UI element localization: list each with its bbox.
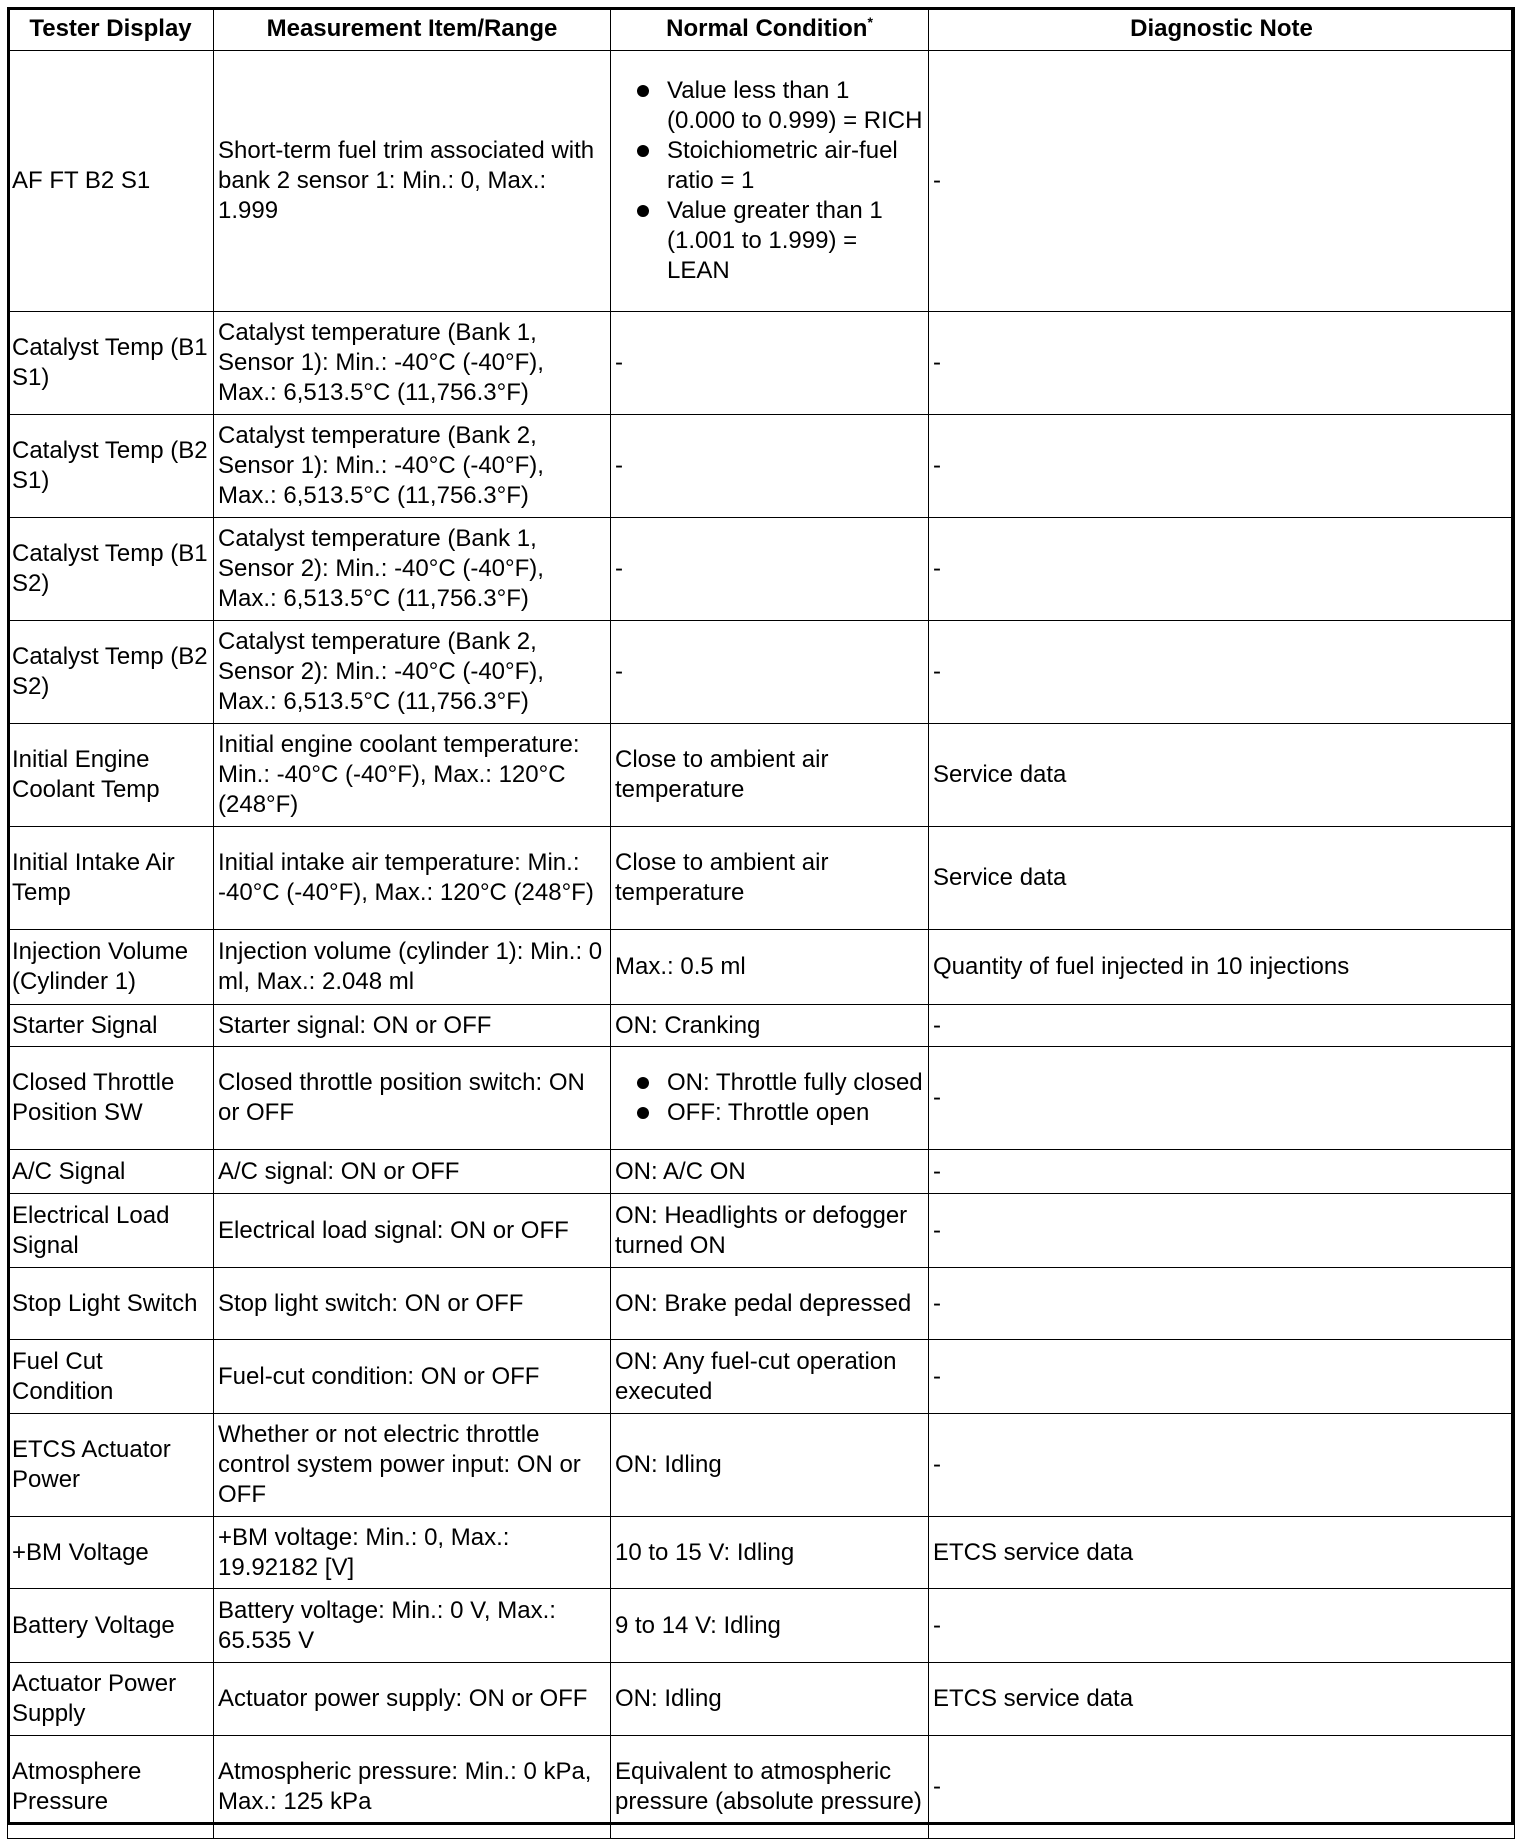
cell-diagnostic-note: - xyxy=(929,1589,1515,1663)
cell-diagnostic-note: - xyxy=(929,312,1515,415)
table-row xyxy=(8,51,1515,312)
table-row xyxy=(8,827,1515,930)
cell-diagnostic-note: - xyxy=(929,1005,1515,1047)
cell-measurement: Battery voltage: Min.: 0 V, Max.: 65.535 V xyxy=(214,1589,611,1663)
cell-measurement: Short-term fuel trim associated with bank 2 sensor 1: Min.: 0, Max.: 1.999 xyxy=(214,51,611,312)
table-row xyxy=(8,1736,1515,1839)
cell-tester-display: Starter Signal xyxy=(8,1005,214,1047)
header-measurement: Measurement Item/Range xyxy=(214,8,611,51)
cell-diagnostic-note: - xyxy=(929,1268,1515,1340)
cell-tester-display: Catalyst Temp (B2 S1) xyxy=(8,415,214,518)
cell-tester-display: Injection Volume (Cylinder 1) xyxy=(8,930,214,1005)
cell-diagnostic-note: - xyxy=(929,1736,1515,1839)
cell-tester-display: Catalyst Temp (B1 S2) xyxy=(8,518,214,621)
cell-tester-display: Actuator Power Supply xyxy=(8,1663,214,1736)
table-row xyxy=(8,1150,1515,1194)
cell-normal-condition xyxy=(611,1047,929,1150)
cell-measurement: Catalyst temperature (Bank 2, Sensor 2): Min.: -40°C (-40°F), Max.: 6,513.5°C (11,756.3°F) xyxy=(214,621,611,724)
cell-tester-display: +BM Voltage xyxy=(8,1517,214,1589)
cell-diagnostic-note: - xyxy=(929,1150,1515,1194)
table-row xyxy=(8,930,1515,1005)
cell-diagnostic-note: - xyxy=(929,51,1515,312)
cell-diagnostic-note: - xyxy=(929,518,1515,621)
cell-measurement: Initial engine coolant temperature: Min.: -40°C (-40°F), Max.: 120°C (248°F) xyxy=(214,724,611,827)
normal-condition-list xyxy=(615,1068,924,1128)
cell-tester-display: Electrical Load Signal xyxy=(8,1194,214,1268)
cell-tester-display: A/C Signal xyxy=(8,1150,214,1194)
header-row xyxy=(8,8,1515,51)
table-row xyxy=(8,518,1515,621)
list-item: ON: Throttle fully closed xyxy=(615,1068,924,1098)
table-row xyxy=(8,1414,1515,1517)
table-row xyxy=(8,1589,1515,1663)
cell-measurement: Starter signal: ON or OFF xyxy=(214,1005,611,1047)
list-item: Stoichiometric air-fuel ratio = 1 xyxy=(615,136,924,196)
cell-normal-condition: - xyxy=(611,518,929,621)
cell-tester-display: Catalyst Temp (B1 S1) xyxy=(8,312,214,415)
table-row xyxy=(8,312,1515,415)
cell-diagnostic-note: - xyxy=(929,621,1515,724)
cell-measurement: Injection volume (cylinder 1): Min.: 0 ml, Max.: 2.048 ml xyxy=(214,930,611,1005)
cell-measurement: Atmospheric pressure: Min.: 0 kPa, Max.: 125 kPa xyxy=(214,1736,611,1839)
cell-measurement: +BM voltage: Min.: 0, Max.: 19.92182 [V] xyxy=(214,1517,611,1589)
cell-diagnostic-note: - xyxy=(929,415,1515,518)
cell-measurement: Catalyst temperature (Bank 2, Sensor 1): Min.: -40°C (-40°F), Max.: 6,513.5°C (11,756.3°F) xyxy=(214,415,611,518)
cell-tester-display: Atmosphere Pressure xyxy=(8,1736,214,1839)
cell-normal-condition: ON: Idling xyxy=(611,1414,929,1517)
cell-measurement: Fuel-cut condition: ON or OFF xyxy=(214,1340,611,1414)
cell-normal-condition: ON: Cranking xyxy=(611,1005,929,1047)
table-row xyxy=(8,1517,1515,1589)
cell-normal-condition: ON: Any fuel-cut operation executed xyxy=(611,1340,929,1414)
list-item: OFF: Throttle open xyxy=(615,1098,924,1128)
table-row xyxy=(8,415,1515,518)
cell-normal-condition: 9 to 14 V: Idling xyxy=(611,1589,929,1663)
cell-normal-condition: Close to ambient air temperature xyxy=(611,724,929,827)
cell-diagnostic-note: - xyxy=(929,1414,1515,1517)
cell-normal-condition: - xyxy=(611,415,929,518)
cell-diagnostic-note: Service data xyxy=(929,827,1515,930)
data-list-table xyxy=(7,7,1515,1839)
cell-measurement: Closed throttle position switch: ON or OFF xyxy=(214,1047,611,1150)
table-row xyxy=(8,1047,1515,1150)
table-row xyxy=(8,724,1515,827)
list-item: Value less than 1 (0.000 to 0.999) = RICH xyxy=(615,76,924,136)
cell-normal-condition: - xyxy=(611,312,929,415)
cell-measurement: Electrical load signal: ON or OFF xyxy=(214,1194,611,1268)
cell-normal-condition xyxy=(611,51,929,312)
cell-tester-display: Stop Light Switch xyxy=(8,1268,214,1340)
cell-diagnostic-note: Quantity of fuel injected in 10 injections xyxy=(929,930,1515,1005)
cell-measurement: Whether or not electric throttle control system power input: ON or OFF xyxy=(214,1414,611,1517)
cell-measurement: Catalyst temperature (Bank 1, Sensor 1): Min.: -40°C (-40°F), Max.: 6,513.5°C (11,756.3°F) xyxy=(214,312,611,415)
normal-condition-list xyxy=(615,76,924,286)
header-tester-display: Tester Display xyxy=(8,8,214,51)
cell-normal-condition: Max.: 0.5 ml xyxy=(611,930,929,1005)
cell-diagnostic-note: Service data xyxy=(929,724,1515,827)
cell-tester-display: Fuel Cut Condition xyxy=(8,1340,214,1414)
cell-tester-display: Initial Intake Air Temp xyxy=(8,827,214,930)
table-row xyxy=(8,1005,1515,1047)
cell-tester-display: ETCS Actuator Power xyxy=(8,1414,214,1517)
cell-normal-condition: ON: Brake pedal depressed xyxy=(611,1268,929,1340)
list-item: Value greater than 1 (1.001 to 1.999) = LEAN xyxy=(615,196,924,286)
cell-measurement: A/C signal: ON or OFF xyxy=(214,1150,611,1194)
cell-normal-condition: ON: A/C ON xyxy=(611,1150,929,1194)
cell-tester-display: AF FT B2 S1 xyxy=(8,51,214,312)
cell-diagnostic-note: - xyxy=(929,1047,1515,1150)
cell-measurement: Stop light switch: ON or OFF xyxy=(214,1268,611,1340)
cell-normal-condition: ON: Headlights or defogger turned ON xyxy=(611,1194,929,1268)
cell-measurement: Initial intake air temperature: Min.: -40°C (-40°F), Max.: 120°C (248°F) xyxy=(214,827,611,930)
spec-table-page xyxy=(7,7,1514,1839)
cell-diagnostic-note: - xyxy=(929,1340,1515,1414)
cell-diagnostic-note: ETCS service data xyxy=(929,1517,1515,1589)
cell-normal-condition: 10 to 15 V: Idling xyxy=(611,1517,929,1589)
footnote-mark: * xyxy=(867,14,873,30)
cell-tester-display: Initial Engine Coolant Temp xyxy=(8,724,214,827)
table-row xyxy=(8,1268,1515,1340)
cell-tester-display: Battery Voltage xyxy=(8,1589,214,1663)
cell-normal-condition: ON: Idling xyxy=(611,1663,929,1736)
cell-diagnostic-note: ETCS service data xyxy=(929,1663,1515,1736)
cell-diagnostic-note: - xyxy=(929,1194,1515,1268)
table-row xyxy=(8,1194,1515,1268)
cell-tester-display: Closed Throttle Position SW xyxy=(8,1047,214,1150)
table-row xyxy=(8,1663,1515,1736)
cell-measurement: Actuator power supply: ON or OFF xyxy=(214,1663,611,1736)
header-normal-condition: Normal Condition* xyxy=(611,8,929,51)
cell-normal-condition: Close to ambient air temperature xyxy=(611,827,929,930)
cell-normal-condition: Equivalent to atmospheric pressure (absolute pressure) xyxy=(611,1736,929,1839)
cell-measurement: Catalyst temperature (Bank 1, Sensor 2): Min.: -40°C (-40°F), Max.: 6,513.5°C (11,756.3°F) xyxy=(214,518,611,621)
cell-normal-condition: - xyxy=(611,621,929,724)
table-row xyxy=(8,1340,1515,1414)
cell-tester-display: Catalyst Temp (B2 S2) xyxy=(8,621,214,724)
header-diagnostic-note: Diagnostic Note xyxy=(929,8,1515,51)
table-row xyxy=(8,621,1515,724)
